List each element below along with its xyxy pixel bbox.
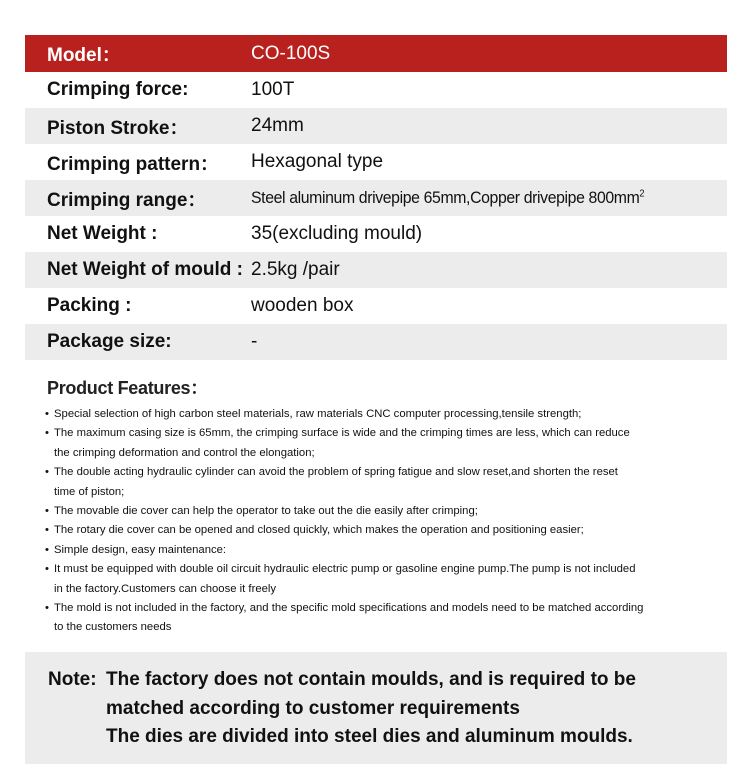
feature-item [45, 599, 740, 618]
note-line: The dies are divided into steel dies and aluminum moulds. [106, 726, 633, 747]
feature-text: Special selection of high carbon steel materials, raw materials CNC computer processing,tensile strength; [54, 408, 582, 420]
feature-text: The mold is not included in the factory, and the specific mold specifications and models need to be matched according [54, 602, 644, 615]
superscript: 2 [639, 188, 645, 200]
feature-text: the crimping deformation and control the elongation; [54, 446, 315, 459]
spec-row-net-weight [25, 216, 727, 252]
bullet-icon: • [45, 543, 49, 556]
feature-item-continuation [45, 618, 740, 637]
features-list [45, 405, 740, 638]
feature-text: The movable die cover can help the operator to take out the die easily after crimping; [54, 505, 478, 518]
spec-row-crimping-force [25, 72, 727, 108]
bullet-icon: • [45, 602, 49, 615]
bullet-icon: • [45, 505, 49, 518]
spec-row-packing [25, 288, 727, 324]
feature-text: The maximum casing size is 65mm, the crimping surface is wide and the crimping times are less, which can reduce [54, 427, 630, 440]
spec-value-text: Steel aluminum drivepipe 65mm,Copper drivepipe 800mm [251, 188, 640, 207]
spec-value: CO-100S [251, 42, 331, 64]
feature-item [45, 463, 740, 482]
spec-value [251, 188, 694, 208]
spec-key: Piston Stroke： [47, 117, 189, 139]
note-line [48, 666, 636, 695]
spec-key: Crimping force: [47, 79, 189, 100]
feature-text: The double acting hydraulic cylinder can avoid the problem of spring fatigue and slow reset,and shorten the reset [54, 466, 618, 479]
spec-header-row [25, 35, 727, 72]
spec-row-crimping-pattern [25, 144, 727, 180]
spec-key: Packing : [47, 295, 132, 316]
feature-item-continuation [45, 580, 740, 599]
spec-key: Crimping range： [47, 189, 207, 211]
feature-item [45, 502, 740, 521]
spec-value: 24mm [251, 115, 304, 136]
feature-item [45, 541, 740, 560]
note-text: The factory does not contain moulds, and is required to be [106, 669, 636, 690]
feature-text: in the factory.Customers can choose it freely [54, 582, 277, 595]
spec-row-crimping-range [25, 180, 727, 216]
feature-text: Simple design, easy maintenance: [54, 543, 227, 556]
spec-row-mould-weight [25, 252, 727, 288]
bullet-icon: • [45, 563, 49, 576]
spec-table [25, 35, 727, 360]
spec-key: Net Weight of mould : [47, 259, 243, 280]
feature-item [45, 424, 740, 443]
feature-text: The rotary die cover can be opened and closed quickly, which makes the operation and positioning easier; [54, 524, 584, 537]
spec-row-piston-stroke [25, 108, 727, 144]
note-label: Note: [48, 669, 97, 690]
spec-value: 2.5kg /pair [251, 259, 340, 280]
bullet-icon: • [45, 408, 49, 420]
feature-item [45, 560, 740, 579]
spec-value: - [251, 331, 258, 352]
feature-text: time of piston; [54, 485, 125, 498]
spec-key: Model： [47, 45, 121, 66]
note-line: matched according to customer requirements [106, 697, 520, 719]
spec-value: wooden box [251, 295, 354, 316]
spec-value: 35(excluding mould) [251, 223, 423, 244]
feature-text: It must be equipped with double oil circuit hydraulic electric pump or gasoline engine pump.The pump is not included [54, 563, 636, 576]
feature-item-continuation [45, 483, 740, 502]
feature-item [45, 405, 740, 424]
bullet-icon: • [45, 427, 49, 440]
spec-key: Net Weight : [47, 223, 158, 244]
spec-row-package-size [25, 324, 727, 360]
spec-key: Crimping pattern： [47, 153, 220, 175]
spec-value: Hexagonal type [251, 151, 384, 172]
spec-key: Package size: [47, 331, 172, 352]
features-title: Product Features： [47, 378, 208, 398]
note-box [25, 652, 727, 764]
feature-item-continuation [45, 444, 740, 463]
feature-item [45, 521, 740, 540]
spec-value: 100T [251, 79, 295, 100]
feature-text: to the customers needs [54, 621, 172, 634]
bullet-icon: • [45, 466, 49, 479]
bullet-icon: • [45, 524, 49, 537]
